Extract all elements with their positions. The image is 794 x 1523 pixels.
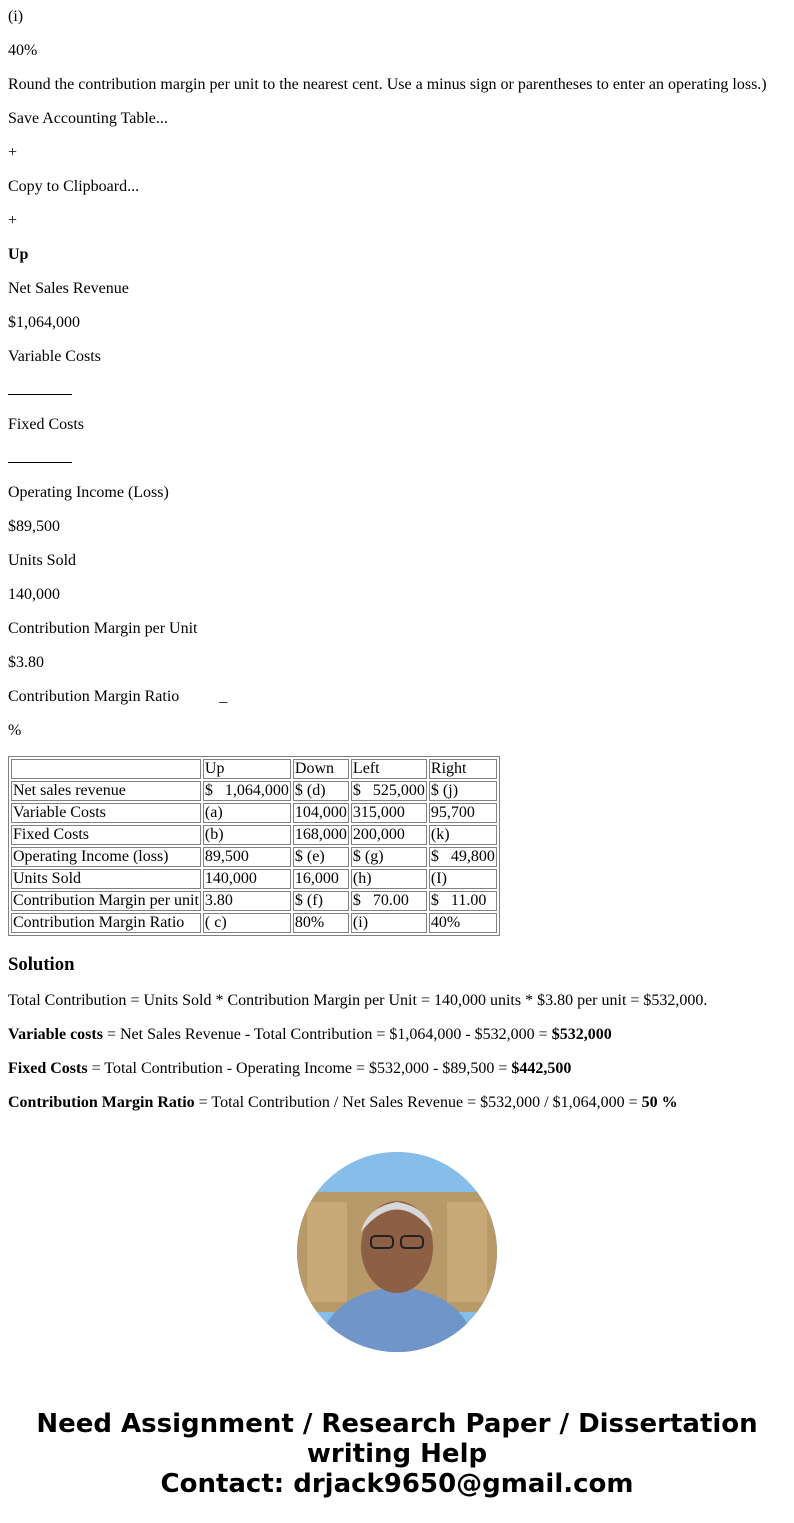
step-result: $442,500 [511, 1060, 572, 1077]
table-cell: (i) [351, 913, 427, 933]
answer-label: (i) [8, 8, 24, 25]
row-label: Units Sold [11, 869, 201, 889]
table-row [11, 825, 497, 845]
table-cell: 3.80 [203, 891, 291, 911]
table-cell: 200,000 [351, 825, 427, 845]
row-label: Contribution Margin per unit [13, 892, 199, 909]
table-cell: ( c) [203, 913, 291, 933]
instructions: Round the contribution margin per unit to the nearest cent. Use a minus sign or parentheses to enter an operating loss.) [8, 76, 767, 93]
field-label: Fixed Costs [8, 416, 85, 433]
footer-banner [8, 1409, 786, 1499]
table-cell: 168,000 [294, 826, 347, 843]
row-label: Fixed Costs [11, 825, 201, 845]
field-value: $3.80 [8, 654, 44, 671]
field-label: Contribution Margin per Unit [8, 620, 198, 637]
table-cell: 104,000 [294, 804, 347, 821]
field-label: Units Sold [8, 552, 77, 569]
solution-line: Total Contribution = Units Sold * Contribution Margin per Unit = 140,000 units * $3.80 per unit = $532,000. [8, 992, 708, 1009]
author-photo [297, 1152, 497, 1352]
row-label: Net sales revenue [11, 781, 201, 801]
row-label: Variable Costs [11, 803, 201, 823]
step-term: Fixed Costs [8, 1060, 88, 1077]
table-cell: (I) [429, 869, 497, 889]
column-heading: Up [8, 246, 29, 263]
plus-icon[interactable]: + [8, 212, 18, 229]
solution-heading: Solution [8, 954, 75, 975]
table-cell: (a) [203, 803, 291, 823]
table-cell: $ (g) [351, 847, 427, 867]
table-cell: 89,500 [203, 847, 291, 867]
ratio-input[interactable]: _ [219, 688, 228, 705]
table-cell: 95,700 [429, 803, 497, 823]
step-term: Contribution Margin Ratio [8, 1094, 195, 1111]
fixed-costs-input[interactable] [8, 452, 72, 463]
table-cell: $ (f) [293, 891, 349, 911]
table-cell: Down [293, 759, 349, 779]
table-cell: 140,000 [203, 869, 291, 889]
table-cell: $ (j) [429, 781, 497, 801]
field-label: Contribution Margin Ratio [8, 688, 180, 705]
table-cell: 315,000 [351, 803, 427, 823]
field-value: $1,064,000 [8, 314, 80, 331]
table-cell: $ 70.00 [351, 891, 427, 911]
row-label [11, 759, 201, 779]
table-cell: Right [429, 759, 497, 779]
step-text: = Total Contribution / Net Sales Revenue = $532,000 / $1,064,000 = [194, 1094, 642, 1111]
data-table [8, 756, 500, 936]
table-cell: (b) [203, 825, 291, 845]
table-cell: Up [203, 759, 291, 779]
field-value: $89,500 [8, 518, 60, 535]
footer-line: Need Assignment / Research Paper / Dissertation writing Help [36, 1409, 758, 1469]
table-cell: (h) [351, 869, 427, 889]
field-label: Operating Income (Loss) [8, 484, 169, 501]
table-cell: $ 1,064,000 [204, 782, 289, 799]
field-value: 140,000 [8, 586, 60, 603]
table-row [11, 913, 497, 933]
plus-icon[interactable]: + [8, 144, 18, 161]
solution-step [8, 1060, 786, 1078]
table-cell: 40% [429, 913, 497, 933]
step-term: Variable costs [8, 1026, 103, 1043]
table-row [11, 891, 497, 911]
copy-clipboard-link[interactable]: Copy to Clipboard... [8, 178, 140, 195]
step-text: = Total Contribution - Operating Income = $532,000 - $89,500 = [87, 1060, 512, 1077]
intro [8, 8, 786, 740]
variable-costs-input[interactable] [8, 384, 72, 395]
table-cell: Left [351, 759, 427, 779]
solution-step [8, 1026, 786, 1044]
table-row [11, 803, 497, 823]
table-row [11, 869, 497, 889]
table-row [11, 847, 497, 867]
save-table-link[interactable]: Save Accounting Table... [8, 110, 168, 127]
field-label: Variable Costs [8, 348, 101, 365]
row-label: Operating Income (loss) [11, 847, 201, 867]
table-header-row [11, 759, 497, 779]
table-cell: $ (d) [293, 781, 349, 801]
table-cell: $ 525,000 [352, 782, 425, 799]
table-cell: $ 11.00 [429, 891, 497, 911]
step-result: 50 % [641, 1094, 678, 1111]
table-row [11, 781, 497, 801]
table-cell: (k) [429, 825, 497, 845]
ratio-suffix: % [8, 722, 22, 739]
solution-step [8, 1094, 786, 1112]
row-label: Contribution Margin Ratio [11, 913, 201, 933]
field-label: Net Sales Revenue [8, 280, 129, 297]
step-text: = Net Sales Revenue - Total Contribution = $1,064,000 - $532,000 = [102, 1026, 552, 1043]
footer-contact: Contact: drjack9650@gmail.com [160, 1469, 634, 1499]
table-cell: 16,000 [293, 869, 349, 889]
table-cell: $ 49,800 [430, 848, 495, 865]
table-cell: 80% [293, 913, 349, 933]
step-result: $532,000 [551, 1026, 612, 1043]
answer-value: 40% [8, 42, 38, 59]
table-cell: $ (e) [293, 847, 349, 867]
